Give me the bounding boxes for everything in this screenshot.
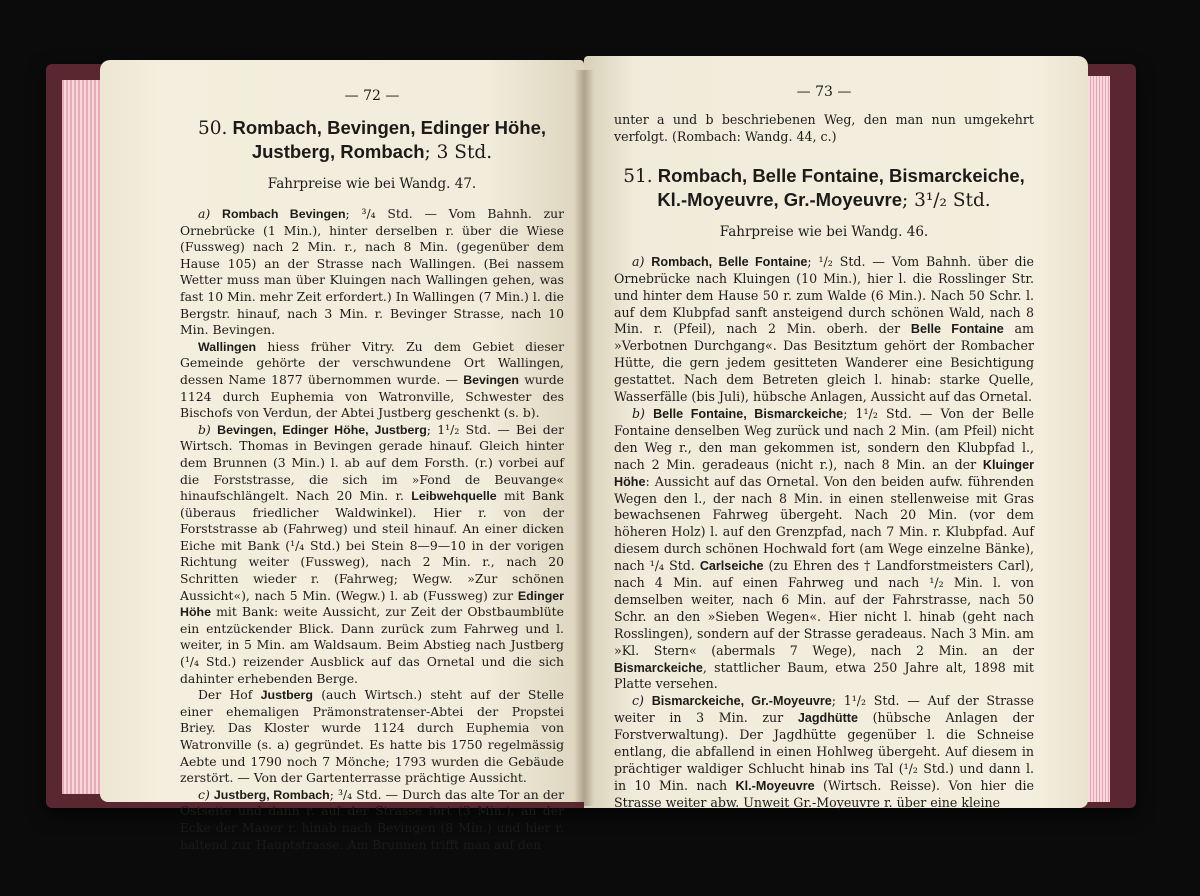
right-para-c-route: Bismarckeiche, Gr.-Moyeuvre [651, 694, 832, 709]
left-paragraph-wallingen [180, 339, 564, 422]
right-page-number: — 73 — [796, 84, 852, 100]
right-para-b-carlseiche: Carlseiche [699, 559, 764, 574]
left-page-number: — 72 — [344, 88, 400, 104]
right-para-a-belle-fontaine: Belle Fontaine [910, 322, 1004, 337]
left-para-wallingen-text-a: hiess früher Vitry. Zu dem Gebiet dieser Gemeinde gehörte der verschwundene Ort Wallingen, dessen Name 1877 übernommen wurde. — [180, 338, 564, 387]
right-para-c-jagdhuette: Jagdhütte [797, 711, 858, 726]
left-para-justberg-text-a: Der Hof [198, 687, 261, 703]
left-para-a-label: a) [198, 206, 211, 221]
left-para-c-route: Justberg, Rombach [213, 787, 330, 802]
left-para-a-route: Rombach Bevingen [222, 207, 346, 221]
left-para-wallingen-bold: Wallingen [198, 339, 257, 354]
right-para-b-text-a: ; 1¹/₂ Std. — Von der Belle Fontaine denselben Weg zurück und nach 2 Min. (am Pfeil) nicht den Weg r., den man gekommen ist, sondern den Klubpfad l., nach 2 Min. geradeaus (nicht r.), nach 8 Min. an der [614, 405, 1034, 472]
right-heading-number: 51. [623, 165, 653, 187]
left-page [100, 60, 584, 852]
left-paragraph-b [180, 422, 564, 688]
left-para-b-label: b) [198, 421, 211, 437]
left-fare-note: Fahrpreise wie bei Wandg. 47. [267, 176, 477, 192]
right-fare-note: Fahrpreise wie bei Wandg. 46. [719, 223, 929, 240]
right-page [584, 56, 1088, 808]
right-para-b-text-b: : Aussicht auf das Ornetal. Von den beiden aufw. führenden Wegen den l., der nach 8 Min. in einen stellenweise mit Gras bewachsenen Fahrweg übergeht. Nach 20 Min. (vor dem höheren Holz) l. auf den Grenzpfad, nach 7 Min. r. Klubpfad. Auf diesem durch schönen Hochwald fort (am Wege einzelne Bänke), nach ¹/₄ Std. [614, 473, 1034, 574]
right-para-c-text-b: (hübsche Anlagen der Forstverwaltung). Der Jagdhütte gegenüber l. die Schneise entlang, die abfallend in einen Hohlweg übergeht. Auf diesem in prächtiger waldiger Schlucht hinab ins Tal (¹/₂ Std.) und dann l. in 10 Min. nach [614, 710, 1034, 793]
right-para-b-route: Belle Fontaine, Bismarckeiche [653, 406, 844, 421]
left-para-wallingen-text-b: wurde 1124 durch Euphemia von Watronville, Schwester des Bischofs von Verdun, der Abtei Justberg geschenkt (s. b). [180, 371, 564, 421]
left-para-c-label: c) [198, 786, 210, 802]
left-heading-title: Rombach, Bevingen, Edinger Höhe, Justberg, Rombach [232, 117, 547, 162]
right-para-a-label: a) [632, 253, 645, 269]
right-para-b-text-d: , stattlicher Baum, etwa 250 Jahre alt, 1898 mit Platte versehen. [614, 659, 1034, 692]
right-para-c-text-c: (Wirtsch. Reisse). Von hier die Strasse weiter abw. Unweit Gr.-Moyeuvre r. über eine kleine [614, 777, 1035, 810]
right-para-b-kluinger-hoehe: Kluinger Höhe [614, 457, 1034, 489]
left-para-justberg-text-b: (auch Wirtsch.) steht auf der Stelle einer ehemaligen Prämonstratenser-Abtei der Propstei Briey. Das Kloster wurde 1124 durch Euphemia von Watronville (s. a) gegründet. Es hatte bis 1750 regelmässig Aebte und 1790 noch 7 Mönche; 1793 wurden die Gebäude zerstört. — Von der Gartenterrasse prächtige Aussicht. [180, 687, 564, 786]
left-para-b-text-b: mit Bank (überaus friedlicher Waldwinkel). Hier r. von der Forststrasse ab (Fahrweg) und steil hinauf. An einer dicken Eiche mit Bank (¹/₄ Std.) bei Stein 8—9—10 in der vorigen Richtung weiter (Fussweg), nach 2 Min. r., nach 20 Schritten wieder r. (Fahrweg; Wegw. »Zur schönen Aussicht«), nach 5 Min. (Wegw.) l. ab (Fussweg) zur [180, 488, 564, 603]
left-para-a-text: ; ³/₄ Std. — Vom Bahnh. zur Ornebrücke (1 Min.), hinter derselben r. über die Wiese (Fussweg) nach 2 Min. r., nach 8 Min. (gegenüber dem Hause 105) an der Strasse nach Wallingen. (Bei nassem Wetter muss man über Kluingen nach Wallingen gehen, was fast 10 Min. mehr Zeit erfordert.) In Wallingen (7 Min.) l. die Bergstr. hinauf, nach 3 Min. r. Bevinger Strasse, nach 10 Min. Bevingen. [180, 206, 565, 338]
right-paragraph-b [614, 406, 1034, 693]
right-para-a-route: Rombach, Belle Fontaine [651, 254, 808, 269]
right-para-a-text-b: am »Verbotnen Durchgang«. Das Besitztum gehört der Rombacher Hütte, die gern jedem gesitteten Wanderer eine Besichtigung gestattet. Nach dem Betreten gleich l. hinab: starke Quelle, Wasserfälle (bis Juli), hübsche Anlagen, Aussicht auf das Ornetal. [614, 321, 1034, 405]
left-heading-number: 50. [197, 118, 228, 139]
right-heading-title: Rombach, Belle Fontaine, Bismarckeiche, Kl.-Moyeuvre, Gr.-Moyeuvre [657, 164, 1025, 210]
right-paragraph-a [614, 254, 1034, 406]
right-section-heading [614, 164, 1034, 212]
left-page-content [180, 88, 564, 853]
left-para-b-text-a: ; 1¹/₂ Std. — Bei der Wirtsch. Thomas in Bevingen gerade hinauf. Gleich hinter dem Brunnen (3 Min.) l. ab auf dem Forsth. (r.) vorbei auf die Forststrasse, die sich im »Fond de Beuvange« hinaufschlängelt. Nach 20 Min. r. [180, 421, 564, 504]
left-para-bevingen-bold: Bevingen [463, 372, 519, 387]
right-para-b-label: b) [632, 405, 645, 421]
left-paragraph-c [180, 787, 564, 853]
right-para-c-kl-moyeuvre: Kl.-Moyeuvre [735, 778, 815, 793]
left-heading-duration: ; 3 Std. [424, 142, 493, 163]
right-heading-duration: ; 3¹/₂ Std. [902, 189, 991, 211]
left-para-justberg-bold: Justberg [260, 688, 313, 703]
book-gutter-shadow [574, 70, 594, 806]
right-para-c-text-a: ; 1¹/₂ Std. — Auf der Strasse weiter in 3 Min. zur [614, 693, 1034, 726]
right-para-b-bismarckeiche: Bismarckeiche [614, 660, 703, 675]
right-page-content [614, 84, 1034, 812]
left-para-b-edinger-hoehe: Edinger Höhe [180, 588, 564, 620]
left-paragraph-justberg [180, 687, 564, 787]
right-para-a-text-a: ; ¹/₂ Std. — Vom Bahnh. über die Ornebrücke nach Kluingen (10 Min.), hier l. die Rosslinger Str. und hinter dem Hause 50 r. zum Walde (6 Min.). Nach 50 Schr. l. auf dem Klubpfad sanft ansteigend durch schönen Wald, nach 8 Min. r. (Pfeil), nach 2 Min. oberh. der [614, 253, 1035, 337]
right-continuation-text: unter a und b beschriebenen Weg, den man nun umgekehrt verfolgt. (Rombach: Wandg. 44, c.) [614, 112, 1034, 144]
left-section-heading [180, 116, 564, 164]
left-para-b-text-c: mit Bank: weite Aussicht, zur Zeit der Obstbaumblüte ein entzückender Blick. Dann zurück zum Fahrweg und l. weiter, in 5 Min. am Waldsaum. Beim Abstieg nach Justberg (¹/₄ Std.) reizender Ausblick auf das Ornetal und die sich dahinter erhebenden Berge. [180, 604, 564, 686]
right-para-c-label: c) [632, 693, 644, 709]
left-paragraph-a [180, 206, 564, 339]
right-paragraph-c [614, 693, 1034, 811]
left-para-b-route: Bevingen, Edinger Höhe, Justberg [217, 422, 427, 437]
left-para-b-leibwehquelle: Leibwehquelle [411, 489, 497, 504]
left-para-c-text: ; ³/₄ Std. — Durch das alte Tor an der Ostseite und dann r. auf der Strasse fort (3 Min.), an der Ecke der Mauer r. hinab nach Bevingen (8 Min.) und hier r. haltend zur Hauptstrasse. Am Brunnen trifft man auf den [180, 786, 565, 852]
right-para-b-text-c: (zu Ehren des † Landforstmeisters Carl), nach 4 Min. auf einen Fahrweg und nach ¹/₂ Min. l. von demselben weiter, nach 6 Min. auf der Fahrstrasse, nach 50 Schr. an den »Sieben Wegen«. Hier nicht l. hinab (geht nach Rosslingen), sondern auf der Strasse geradeaus. Nach 3 Min. am »Kl. Stern« (abermals 7 Wege), nach 2 Min. an der [614, 558, 1034, 658]
